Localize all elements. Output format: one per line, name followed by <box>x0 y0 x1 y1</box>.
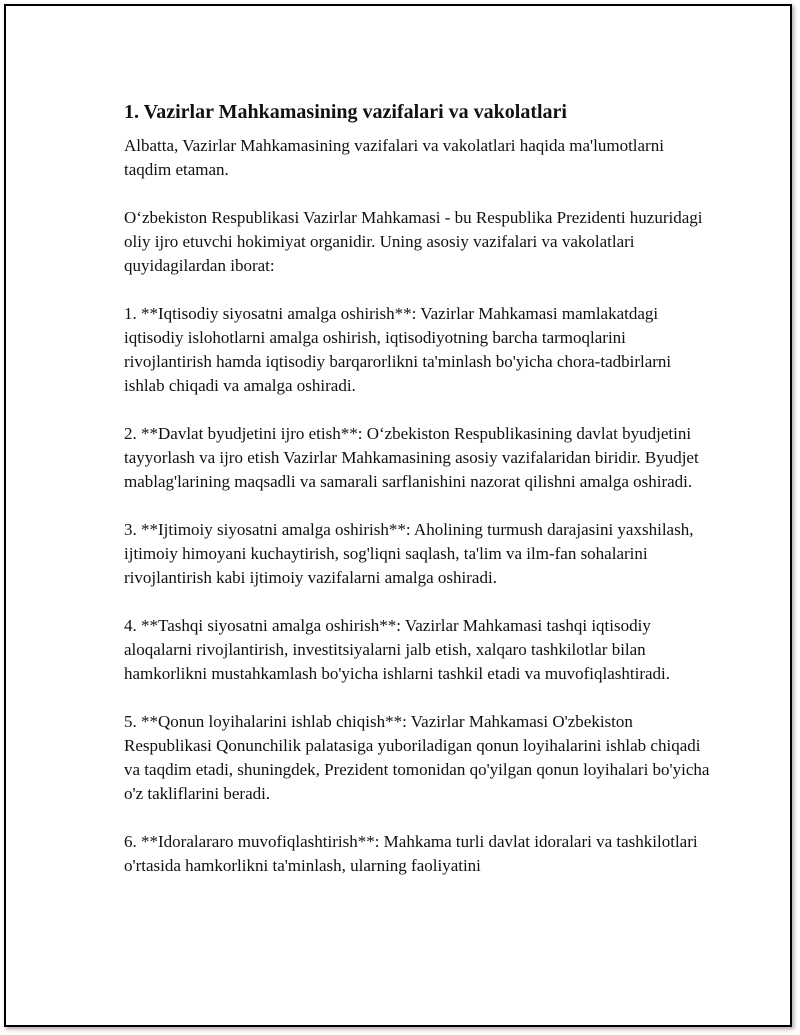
list-item-foreign-policy: 4. **Tashqi siyosatni amalga oshirish**: Vazirlar Mahkamasi tashqi iqtisodiy aloqalarni rivojlantirish, investitsiyalarni jalb etish, xalqaro tashkilotlar bilan hamkorlikni mustahkamlash bo'yicha ishlarni tashkil etadi va muvofiqlashtiradi. <box>124 616 671 683</box>
document-heading: 1. Vazirlar Mahkamasining vazifalari va vakolatlari <box>124 101 567 123</box>
intro-paragraph: Albatta, Vazirlar Mahkamasining vazifalari va vakolatlari haqida ma'lumotlarni taqdim etaman. <box>124 136 664 179</box>
list-item-draft-laws: 5. **Qonun loyihalarini ishlab chiqish**: Vazirlar Mahkamasi O'zbekiston Respublikasi Qonunchilik palatasiga yuboriladigan qonun loyihalarini ishlab chiqadi va taqdim etadi, shuningdek, Prezident tomonidan qo'yilgan qonun loyihalari bo'yicha o'z takliflarini beradi. <box>124 712 710 803</box>
page-frame <box>4 4 792 1027</box>
list-item-economic-policy: 1. **Iqtisodiy siyosatni amalga oshirish**: Vazirlar Mahkamasi mamlakatdagi iqtisodiy islohotlarni amalga oshirish, iqtisodiyotning barcha tarmoqlarini rivojlantirish hamda iqtisodiy barqarorlikni ta'minlash bo'yicha chora-tadbirlarni ishlab chiqadi va amalga oshiradi. <box>124 304 672 395</box>
list-item-social-policy: 3. **Ijtimoiy siyosatni amalga oshirish**: Aholining turmush darajasini yaxshilash, ijtimoiy himoyani kuchaytirish, sog'liqni saqlash, ta'lim va ilm-fan sohalarini rivojlantirish kabi ijtimoiy vazifalarni amalga oshiradi. <box>124 520 694 587</box>
document-body <box>124 98 714 902</box>
overview-paragraph: O‘zbekiston Respublikasi Vazirlar Mahkamasi - bu Respublika Prezidenti huzuridagi oliy ijro etuvchi hokimiyat organidir. Uning asosiy vazifalari va vakolatlari quyidagilardan iborat: <box>124 208 703 275</box>
list-item-state-budget: 2. **Davlat byudjetini ijro etish**: O‘zbekiston Respublikasining davlat byudjetini tayyorlash va ijro etish Vazirlar Mahkamasining asosiy vazifalaridan biridir. Byudjet mablag'larining maqsadli va samarali sarflanishini nazorat qilishni amalga oshiradi. <box>124 424 699 491</box>
list-item-interagency-coordination: 6. **Idoralararo muvofiqlashtirish**: Mahkama turli davlat idoralari va tashkilotlari o'rtasida hamkorlikni ta'minlash, ularning faoliyatini <box>124 832 698 875</box>
